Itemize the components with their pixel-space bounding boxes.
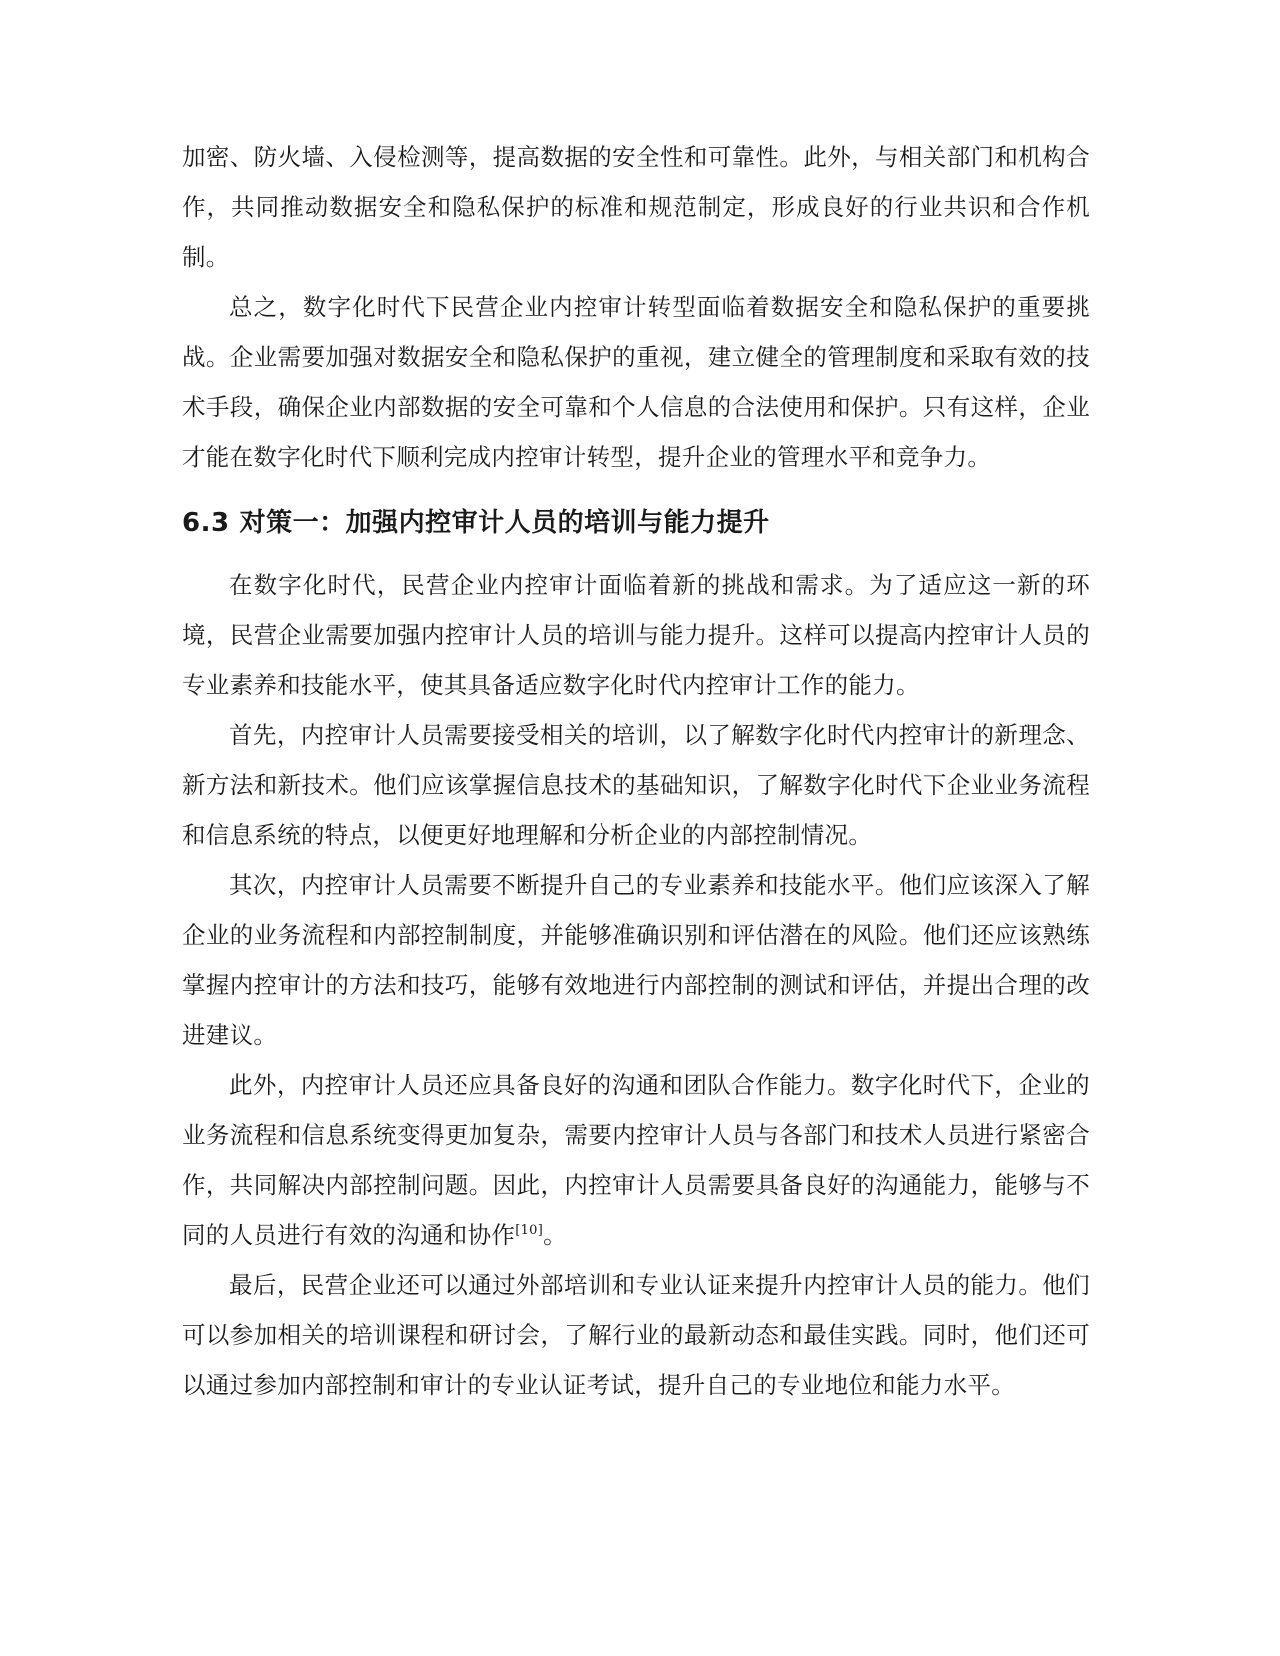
paragraph-second: 其次，内控审计人员需要不断提升自己的专业素养和技能水平。他们应该深入了解企业的业务流程和内部控制制度，并能够准确识别和评估潜在的风险。他们还应该熟练掌握内控审计的方法和技巧，能够有效地进行内部控制的测试和评估，并提出合理的改进建议。 — [182, 871, 1090, 1049]
paragraph-summary: 总之，数字化时代下民营企业内控审计转型面临着数据安全和隐私保护的重要挑战。企业需要加强对数据安全和隐私保护的重视，建立健全的管理制度和采取有效的技术手段，确保企业内部数据的安全可靠和个人信息的合法使用和保护。只有这样，企业才能在数字化时代下顺利完成内控审计转型，提升企业的管理水平和竞争力。 — [182, 293, 1090, 471]
citation-reference[interactable]: [10] — [515, 1223, 544, 1238]
paragraph-last: 最后，民营企业还可以通过外部培训和专业认证来提升内控审计人员的能力。他们可以参加相关的培训课程和研讨会，了解行业的最新动态和最佳实践。同时，他们还可以通过参加内部控制和审计的专业认证考试，提升自己的专业地位和能力水平。 — [182, 1271, 1090, 1399]
paragraph-communication — [182, 1060, 1090, 1260]
paragraph-intro: 在数字化时代，民营企业内控审计面临着新的挑战和需求。为了适应这一新的环境，民营企业需要加强内控审计人员的培训与能力提升。这样可以提高内控审计人员的专业素养和技能水平，使其具备适应数字化时代内控审计工作的能力。 — [182, 571, 1090, 699]
document-page — [182, 132, 1090, 1410]
section-heading — [182, 500, 1090, 546]
paragraph-first: 首先，内控审计人员需要接受相关的培训，以了解数字化时代内控审计的新理念、新方法和新技术。他们应该掌握信息技术的基础知识，了解数字化时代下企业业务流程和信息系统的特点，以便更好地理解和分析企业的内部控制情况。 — [182, 721, 1090, 849]
paragraph-continued: 加密、防火墙、入侵检测等，提高数据的安全性和可靠性。此外，与相关部门和机构合作，共同推动数据安全和隐私保护的标准和规范制定，形成良好的行业共识和合作机制。 — [182, 143, 1090, 271]
paragraph-communication-text: 此外，内控审计人员还应具备良好的沟通和团队合作能力。数字化时代下，企业的业务流程和信息系统变得更加复杂，需要内控审计人员与各部门和技术人员进行紧密合作，共同解决内部控制问题。因此，内控审计人员需要具备良好的沟通能力，能够与不同的人员进行有效的沟通和协作 — [182, 1071, 1090, 1249]
section-number: 6.3 — [182, 508, 230, 538]
section-title: 对策一：加强内控审计人员的培训与能力提升 — [239, 508, 770, 538]
paragraph-communication-end: 。 — [543, 1221, 567, 1249]
